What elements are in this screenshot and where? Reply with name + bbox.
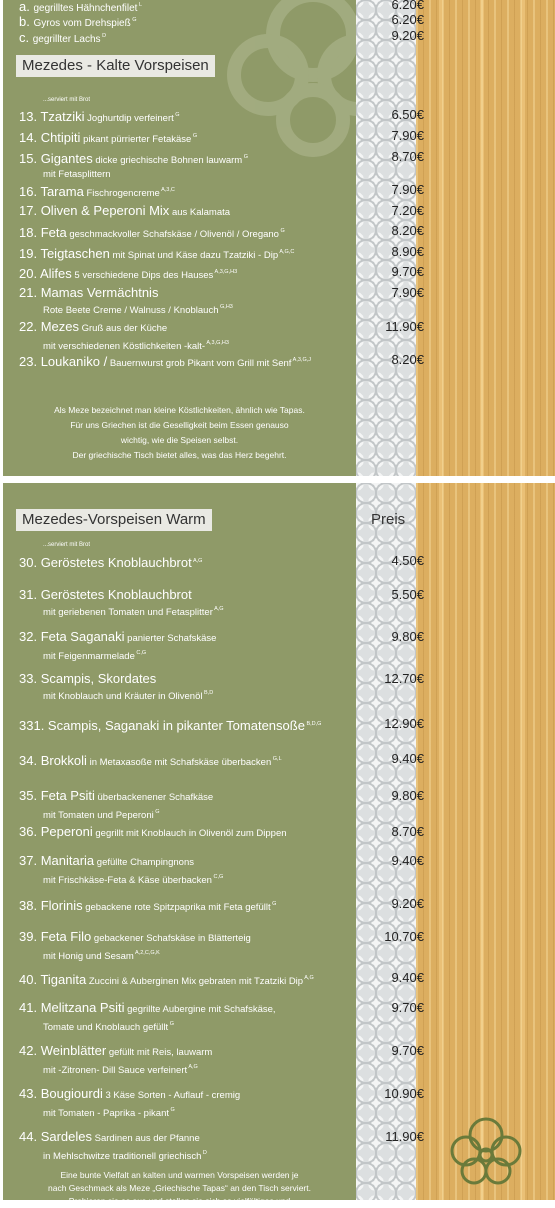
item-number: 30. <box>19 555 41 570</box>
item-main-line <box>19 896 413 916</box>
warm-menu-item <box>19 1129 424 1163</box>
cold-menu-item <box>19 244 424 264</box>
item-name: Gigantes <box>40 151 93 166</box>
item-price: 8.20€ <box>391 223 424 238</box>
item-main-line <box>19 788 413 806</box>
item-description: in Metaxasoße mit Schafskäse überbacken <box>86 757 272 768</box>
item-main-line <box>19 107 413 127</box>
item-number: 17. <box>19 203 41 218</box>
cold-menu-item <box>19 128 424 148</box>
item-main-line <box>19 1043 413 1061</box>
item-description: Zuccini & Auberginen Mix gebraten mit Tzatziki Dip <box>86 976 304 987</box>
item-main-line <box>19 970 413 990</box>
cold-menu-item <box>19 264 424 284</box>
cold-menu-item <box>19 352 424 372</box>
note-line: nach Geschmack als Meze „Griechische Tapas“ an den Tisch serviert. <box>48 1183 311 1193</box>
item-allergens: G <box>168 1021 174 1027</box>
item-price: 10.90€ <box>384 1086 424 1101</box>
item-description: geschmackvoller Schafskäse / Olivenöl / Oregano <box>66 229 279 240</box>
item-allergens: D <box>100 33 107 39</box>
item-main-line <box>19 1086 413 1104</box>
item-description: Sardinen aus der Pfanne <box>92 1133 200 1144</box>
item-number: 21. <box>19 285 41 300</box>
item-name: Feta <box>40 225 67 240</box>
wood-strip <box>416 0 555 476</box>
item-detail-line: mit Tomaten und Peperoni $^G$ <box>43 809 160 821</box>
warm-menu-item <box>19 751 424 771</box>
item-number: 44. <box>19 1129 41 1144</box>
item-name: Feta Saganaki <box>40 629 125 644</box>
item-price: 9.80€ <box>391 629 424 644</box>
item-name: Bougiourdi <box>40 1086 103 1101</box>
item-main-line <box>19 223 413 243</box>
warm-menu-item <box>19 970 424 990</box>
item-allergens: A,G <box>212 606 224 612</box>
item-main-line <box>19 203 413 221</box>
item-allergens: G <box>130 17 137 23</box>
item-number: 19. <box>19 246 41 261</box>
cold-menu-item <box>19 107 424 127</box>
warm-menu-panel <box>3 483 555 1206</box>
item-main-line <box>19 352 413 372</box>
item-letter: a. <box>19 0 34 14</box>
item-number: 38. <box>19 898 41 913</box>
item-name: Feta Filo <box>40 929 92 944</box>
item-description: Gruß aus der Küche <box>78 323 168 334</box>
item-price: 9.40€ <box>391 751 424 766</box>
item-detail-line: mit Honig und Sesam $^{A,2,C,G,K}$ <box>43 950 160 962</box>
item-main-line <box>19 671 413 687</box>
item-price: 11.90€ <box>385 1129 424 1144</box>
item-price: 9.20€ <box>391 28 424 43</box>
item-price: 8.20€ <box>391 352 424 367</box>
cold-menu-item <box>19 319 424 353</box>
item-price: 8.90€ <box>391 244 424 259</box>
item-description: aus Kalamata <box>169 207 231 218</box>
item-main-line <box>19 929 413 947</box>
item-number: 36. <box>19 824 41 839</box>
item-detail-line: mit Feigenmarmelade $^{C,G}$ <box>43 650 147 662</box>
item-description: Fischrogencreme <box>83 188 160 199</box>
item-allergens: A,3,G,J <box>291 357 312 363</box>
item-letter: c. <box>19 30 33 45</box>
item-name: gegrillter Lachs <box>32 34 101 45</box>
item-number: 32. <box>19 629 41 644</box>
item-price: 8.70€ <box>391 149 424 164</box>
item-price: 4.50€ <box>391 553 424 568</box>
warm-served-note: ...serviert mit Brot <box>43 542 91 548</box>
item-number: 13. <box>19 109 41 124</box>
item-number: 33. <box>19 671 41 686</box>
item-name: Tarama <box>40 184 84 199</box>
item-allergens: A,G <box>303 975 314 981</box>
item-main-line <box>19 128 413 148</box>
item-price: 6.20€ <box>391 0 424 12</box>
warm-menu-item <box>19 553 424 571</box>
item-name: gegrilltes Hähnchenfilet <box>33 3 138 14</box>
item-price: 7.90€ <box>391 182 424 197</box>
item-main-line <box>19 1129 413 1147</box>
cold-menu-item <box>19 223 424 243</box>
item-number: 20. <box>19 266 40 281</box>
item-main-line <box>19 553 413 571</box>
warm-menu-item <box>19 824 424 842</box>
item-allergens: G <box>169 1107 175 1113</box>
price-column-header: Preis <box>371 511 406 528</box>
warm-menu-item <box>19 671 424 703</box>
item-number: 39. <box>19 929 41 944</box>
warm-menu-item <box>19 1000 424 1034</box>
item-detail-line: Rote Beete Creme / Walnuss / Knoblauch $^{G,H3}$ <box>43 304 233 316</box>
item-main-line <box>19 853 413 871</box>
warm-menu-item <box>19 716 424 734</box>
cold-menu-item <box>19 149 424 181</box>
item-number: 23. <box>19 354 41 369</box>
warm-menu-item <box>19 1086 424 1120</box>
note-line: Als Meze bezeichnet man kleine Köstlichkeiten, ähnlich wie Tapas. <box>54 405 305 415</box>
item-name: Oliven & Peperoni Mix <box>40 203 170 218</box>
item-name: Mamas Vermächtnis <box>40 285 159 300</box>
item-main-line <box>19 244 413 264</box>
item-description: gegrillt mit Knoblauch in Olivenöl zum Dippen <box>92 828 287 839</box>
warm-menu-item <box>19 929 424 963</box>
note-line: Der griechische Tisch bietet alles, was das Herz begehrt. <box>72 450 287 460</box>
item-allergens: G,H3 <box>218 304 233 310</box>
item-name: Chtipiti <box>40 130 81 145</box>
item-name: Manitaria <box>40 853 95 868</box>
item-main-line <box>19 285 413 301</box>
wood-strip <box>416 483 555 1200</box>
item-name: Melitzana Psiti <box>40 1000 125 1015</box>
item-number: 35. <box>19 788 41 803</box>
item-price: 9.70€ <box>391 1043 424 1058</box>
item-allergens: G <box>278 228 285 234</box>
item-price: 12.90€ <box>384 716 424 731</box>
item-allergens: D <box>201 1150 207 1156</box>
item-letter: b. <box>19 14 34 29</box>
item-name: Weinblätter <box>40 1043 107 1058</box>
item-allergens: G <box>242 154 248 160</box>
item-allergens: A,G <box>187 1064 198 1070</box>
item-allergens: A,G <box>191 558 203 564</box>
item-price: 6.20€ <box>391 12 424 27</box>
item-description: gegrillte Aubergine mit Schafskäse, <box>124 1004 276 1015</box>
item-detail-line: Tomate und Knoblauch gefüllt $^G$ <box>43 1021 174 1033</box>
item-description: überbackenener Schafkäse <box>94 792 214 803</box>
cold-served-note: ...serviert mit Brot <box>43 97 91 103</box>
item-description: gefüllte Champingnons <box>94 857 194 868</box>
item-number: 15. <box>19 151 41 166</box>
item-main-line <box>19 264 413 284</box>
item-allergens: B,D,G <box>304 721 322 727</box>
item-description: dicke griechische Bohnen lauwarm <box>92 155 243 166</box>
item-price: 9.70€ <box>391 264 424 279</box>
item-price: 9.80€ <box>391 788 424 803</box>
item-description: Bauernwurst grob Pikant vom Grill mit Senf <box>107 358 292 369</box>
item-main-line <box>19 629 413 647</box>
item-price: 11.90€ <box>385 319 424 334</box>
cold-section-title: Mezedes - Kalte Vorspeisen <box>16 55 215 77</box>
item-name: Geröstetes Knoblauchbrot <box>40 555 192 570</box>
item-allergens: C,G <box>134 650 147 656</box>
item-number: 43. <box>19 1086 41 1101</box>
item-number: 18. <box>19 225 41 240</box>
item-number: 14. <box>19 130 41 145</box>
item-allergens: C,G <box>211 874 224 880</box>
item-main-line <box>19 319 413 337</box>
item-detail-line: mit Knoblauch und Kräuter in Olivenöl $^{B,D}$ <box>43 690 214 702</box>
warm-menu-item <box>19 788 424 822</box>
item-name: Gyros vom Drehspieß <box>33 18 131 29</box>
item-description: panierter Schafskäse <box>124 633 217 644</box>
item-description: pikant pürrierter Fetakäse <box>80 134 192 145</box>
flower-logo-icon <box>446 1113 526 1188</box>
cold-menu-item <box>19 182 424 202</box>
item-price: 10.70€ <box>384 929 424 944</box>
item-price: 8.70€ <box>391 824 424 839</box>
item-detail-line: mit -Zitronen- Dill Sauce verfeinert $^{A,G}$ <box>43 1064 198 1076</box>
item-description: gefüllt mit Reis, lauwarm <box>106 1047 213 1058</box>
item-allergens: G <box>191 133 198 139</box>
cold-menu-panel <box>3 0 555 476</box>
item-number: 40. <box>19 972 41 987</box>
item-detail-line: mit Frischkäse-Feta & Käse überbacken $^{C,G}$ <box>43 874 224 886</box>
item-name: Teigtaschen <box>40 246 110 261</box>
note-line: Probieren sie es aus und stellen sie sich so vielfältiges und <box>68 1196 291 1206</box>
item-description: 3 Käse Sorten - Auflauf - cremig <box>102 1090 241 1101</box>
note-line: Eine bunte Vielfalt an kalten und warmen Vorspeisen werden je <box>60 1170 299 1180</box>
item-price: 7.20€ <box>391 203 424 218</box>
item-main-line <box>19 1000 413 1018</box>
item-detail-line: mit geriebenen Tomaten und Fetasplitter $^{A,G}$ <box>43 606 224 618</box>
item-description: gebackene rote Spitzpaprika mit Feta gefüllt <box>82 902 271 913</box>
item-number: 31. <box>19 587 41 602</box>
item-price: 9.20€ <box>391 896 424 911</box>
item-price: 12.70€ <box>384 671 424 686</box>
item-number: 331. <box>19 718 48 733</box>
item-allergens: A,2,C,G,K <box>133 950 160 956</box>
item-number: 34. <box>19 753 41 768</box>
item-allergens: B,D <box>202 690 214 696</box>
note-line: Für uns Griechen ist die Geselligkeit beim Essen genauso <box>70 420 289 430</box>
item-allergens: A,3,C <box>159 187 175 193</box>
item-name: Alifes <box>39 266 72 281</box>
item-allergens: A,G,C <box>278 249 295 255</box>
item-name: Mezes <box>40 319 79 334</box>
item-price: 9.40€ <box>391 970 424 985</box>
item-name: Scampis, Skordates <box>40 671 157 686</box>
warm-menu-item <box>19 896 424 916</box>
item-allergens: G,L <box>271 756 282 762</box>
item-price: 5.50€ <box>391 587 424 602</box>
item-name: Sardeles <box>40 1129 92 1144</box>
item-price: 6.50€ <box>391 107 424 122</box>
cold-footer-note <box>3 403 356 463</box>
item-main-line <box>19 824 413 842</box>
item-name: Brokkoli <box>40 753 87 768</box>
item-detail-line: mit verschiedenen Köstlichkeiten -kalt- $^{A,3,G,H3}$ <box>43 340 229 352</box>
warm-footer-note <box>3 1169 356 1208</box>
warm-menu-item <box>19 587 424 619</box>
item-main-line <box>19 587 413 603</box>
item-number: 22. <box>19 319 41 334</box>
item-price: 9.40€ <box>391 853 424 868</box>
item-allergens: A,3,G,H3 <box>213 269 238 275</box>
item-price: 7.90€ <box>391 285 424 300</box>
item-price: 7.90€ <box>391 128 424 143</box>
item-allergens: G <box>173 112 180 118</box>
item-main-line <box>19 751 413 771</box>
item-detail-line: in Mehlschwitze traditionell griechisch $^D$ <box>43 1150 207 1162</box>
item-description: mit Spinat und Käse dazu Tzatziki - Dip <box>109 250 279 261</box>
item-allergens: A,3,G,H3 <box>205 340 229 346</box>
item-price: 9.70€ <box>391 1000 424 1015</box>
cold-menu-item <box>19 285 424 317</box>
item-allergens: G <box>270 901 277 907</box>
warm-menu-item <box>19 853 424 887</box>
item-name: Feta Psiti <box>40 788 95 803</box>
item-name: Scampis, Saganaki in pikanter Tomatensoße <box>47 718 305 733</box>
cold-menu-item <box>19 203 424 221</box>
item-name: Geröstetes Knoblauchbrot <box>40 587 192 602</box>
item-description: 5 verschiedene Dips des Hauses <box>71 270 214 281</box>
warm-menu-item <box>19 1043 424 1077</box>
item-name: Tzatziki <box>40 109 85 124</box>
warm-section-title: Mezedes-Vorspeisen Warm <box>16 509 212 531</box>
item-number: 41. <box>19 1000 41 1015</box>
item-allergens: L <box>137 2 143 8</box>
item-detail-line: mit Tomaten - Paprika - pikant $^G$ <box>43 1107 175 1119</box>
item-number: 37. <box>19 853 41 868</box>
item-main-line <box>19 716 413 734</box>
item-number: 42. <box>19 1043 41 1058</box>
item-name: Florinis <box>40 898 83 913</box>
item-name: Peperoni <box>40 824 93 839</box>
item-number: 16. <box>19 184 41 199</box>
note-line: wichtig, wie die Speisen selbst. <box>120 435 239 445</box>
item-description: gebackener Schafskäse in Blätterteig <box>91 933 251 944</box>
item-main-line <box>19 149 413 169</box>
item-main-line <box>19 28 413 48</box>
item-description: Joghurtdip verfeinert <box>84 113 174 124</box>
item-detail-line: mit Fetasplittern <box>43 169 111 180</box>
top-menu-item <box>19 28 424 48</box>
warm-menu-item <box>19 629 424 663</box>
item-name: Tiganita <box>40 972 87 987</box>
item-main-line <box>19 182 413 202</box>
item-allergens: G <box>153 809 160 815</box>
item-name: Loukaniko / <box>40 354 108 369</box>
